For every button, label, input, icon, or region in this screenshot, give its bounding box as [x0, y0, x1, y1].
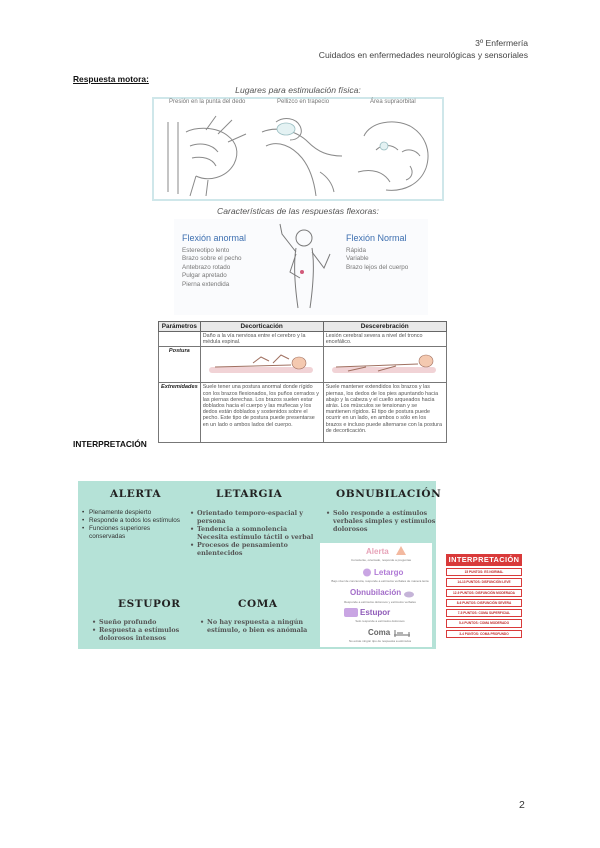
stim-label-trapezius: Pellizco en trapecio: [277, 99, 330, 105]
table-row: [159, 383, 447, 443]
letargia-list: [190, 509, 320, 557]
abnormal-item: Brazo sobre el pecho: [182, 255, 242, 263]
scale-title: INTERPRETACIÓN: [446, 554, 522, 566]
course-label: 3º Enfermería: [475, 38, 528, 48]
stim-caption: Lugares para estimulación física:: [235, 85, 361, 95]
abnormal-item: Pierna extendida: [182, 280, 230, 288]
legend-sub-letargo: Bajo nivel de conciencia, responde a estímulos verbales de manera lenta: [331, 579, 429, 583]
stim-label-finger: Presión en la punta del dedo: [169, 99, 246, 105]
flex-caption: Características de las respuestas flexoras:: [217, 206, 379, 216]
scale-row: 15 PUNTOS: ES NORMAL: [446, 568, 522, 576]
list-item: • Procesos de pensamiento enlentecidos: [190, 541, 320, 557]
scale-row: 7-5 PUNTOS: COMA SUPERFICIAL: [446, 609, 522, 617]
posture-table: [158, 321, 447, 443]
scale-row: 12-9 PUNTOS: DISFUNCIÓN MODERADA: [446, 589, 522, 597]
legend-title-letargo: Letargo: [374, 568, 404, 577]
estupor-list: [92, 618, 202, 642]
legend-title-obnubilacion: Obnubilación: [350, 588, 402, 597]
normal-flexion-title: Flexión Normal: [346, 233, 407, 243]
legend-sub-estupor: Solo responde a estímulos dolorosos: [355, 619, 405, 623]
level-title-alerta: ALERTA: [110, 488, 162, 500]
table-cell: [159, 332, 201, 347]
table-header: Descerebración: [323, 322, 446, 332]
table-cell: Daño a la vía nerviosa entre el cerebro y la médula espinal.: [200, 332, 323, 347]
list-item: • Responde a todos los estímulos: [82, 517, 182, 525]
section-title-interpretation: INTERPRETACIÓN: [73, 439, 147, 449]
zzz-icon: [344, 608, 358, 617]
decerebration-image-cell: [323, 347, 446, 383]
table-row: [159, 332, 447, 347]
table-cell: Suele tener una postura anormal donde rígido con los brazos flexionados, los puños cerrados y las piernas derechas. Los brazos suelen estar doblados hacia el cuerpo y las muñecas y los dedos están doblados y sostenidos sobre el pecho. Este tipo de postura puede presentarse en un lado o ambos lados del cuerpo.: [200, 383, 323, 443]
abnormal-flexion-list: [182, 247, 242, 289]
table-cell: Extremidades: [159, 383, 201, 443]
table-row: [159, 347, 447, 383]
table-cell: Postura: [159, 347, 201, 383]
page-number: 2: [519, 799, 525, 811]
table-cell: Suele mantener extendidos los brazos y las piernas, los dedos de los pies apuntando hacia abajo y la cabeza y el cuello arqueados hacia atrás. Los músculos se tensionan y se mantienen rígidos. El tipo de postura puede ocurrir en un lado, en ambos o sólo en los brazos e incluso puede alternarse con la postura de decorticación.: [323, 383, 446, 443]
obnubilacion-list: [326, 509, 438, 533]
normal-item: Variable: [346, 255, 369, 263]
scale-row: 5-4 PUNTOS: COMA MODERADO: [446, 619, 522, 627]
alerta-list: [82, 509, 182, 541]
level-title-coma: COMA: [238, 598, 278, 610]
warning-triangle-icon: [396, 546, 406, 555]
scale-row: 3-4 PUNTOS: COMA PROFUNDO: [446, 630, 522, 638]
abnormal-item: Estereotipo lento: [182, 247, 230, 254]
list-item: • Respuesta a estímulos dolorosos intensos: [92, 626, 202, 642]
decerebration-posture-illustration: [326, 349, 444, 379]
legend-title-coma: Coma: [368, 628, 391, 637]
normal-item: Brazo lejos del cuerpo: [346, 263, 409, 271]
coma-list: [200, 618, 318, 634]
table-header: Decorticación: [200, 322, 323, 332]
level-title-estupor: ESTUPOR: [118, 598, 181, 610]
abnormal-flexion-title: Flexión anormal: [182, 233, 247, 243]
decortication-image-cell: [200, 347, 323, 383]
cloud-icon: [404, 590, 414, 598]
normal-flexion-list: [346, 247, 408, 272]
page-header: [319, 37, 528, 61]
supraorbital-pressure-illustration: [350, 112, 442, 198]
normal-item: Rápida: [346, 247, 366, 254]
sleepy-face-icon: [362, 568, 372, 577]
scale-row: 8-6 PUNTOS: DISFUNCIÓN SEVERA: [446, 599, 522, 607]
trapezius-pinch-illustration: [256, 112, 348, 198]
list-item: • Sueño profundo: [92, 618, 202, 626]
legend-sub-obnubilacion: Responde a estímulos dolorosos y estímulos verbales: [344, 600, 416, 604]
legend-sub-alerta: Consciente, orientado, responde a preguntas: [350, 558, 412, 562]
legend-title-alerta: Alerta: [366, 547, 389, 556]
legend-title-estupor: Estupor: [360, 608, 391, 617]
stim-label-supraorbital: Área supraorbital: [370, 99, 416, 105]
table-header: Parámetros: [159, 322, 201, 332]
abnormal-item: Antebrazo rotado: [182, 263, 231, 271]
level-title-letargia: LETARGIA: [216, 488, 283, 500]
list-item: • Solo responde a estímulos verbales simples y estímulos dolorosos: [326, 509, 438, 533]
table-header-row: [159, 322, 447, 332]
decortication-posture-illustration: [203, 349, 321, 379]
list-item: • Tendencia a somnolencia Necesita estímulo táctil o verbal: [190, 525, 320, 541]
list-item: • Plenamente despierto: [82, 509, 182, 517]
list-item: • Orientado temporo-espacial y persona: [190, 509, 320, 525]
finger-pressure-illustration: [156, 112, 254, 198]
level-title-obnubilacion: OBNUBILACIÓN: [336, 488, 442, 500]
subject-label: Cuidados en enfermedades neurológicas y sensoriales: [318, 50, 528, 60]
glasgow-scale-box: [446, 554, 522, 644]
scale-row: 14-13 PUNTOS: DISFUNCIÓN LEVE: [446, 578, 522, 586]
table-cell: Lesión cerebral severa a nivel del tronco encefálico.: [323, 332, 446, 347]
hospital-bed-icon: [394, 628, 410, 637]
flexion-body-illustration: [272, 220, 336, 314]
section-title-motor: Respuesta motora:: [73, 74, 149, 84]
abnormal-item: Pulgar apretado: [182, 272, 227, 280]
list-item: • Funciones superiores conservadas: [82, 525, 182, 541]
list-item: • No hay respuesta a ningún estímulo, o bien es anómala: [200, 618, 318, 634]
legend-sub-coma: No existe ningún tipo de respuesta a estímulos: [348, 639, 412, 643]
